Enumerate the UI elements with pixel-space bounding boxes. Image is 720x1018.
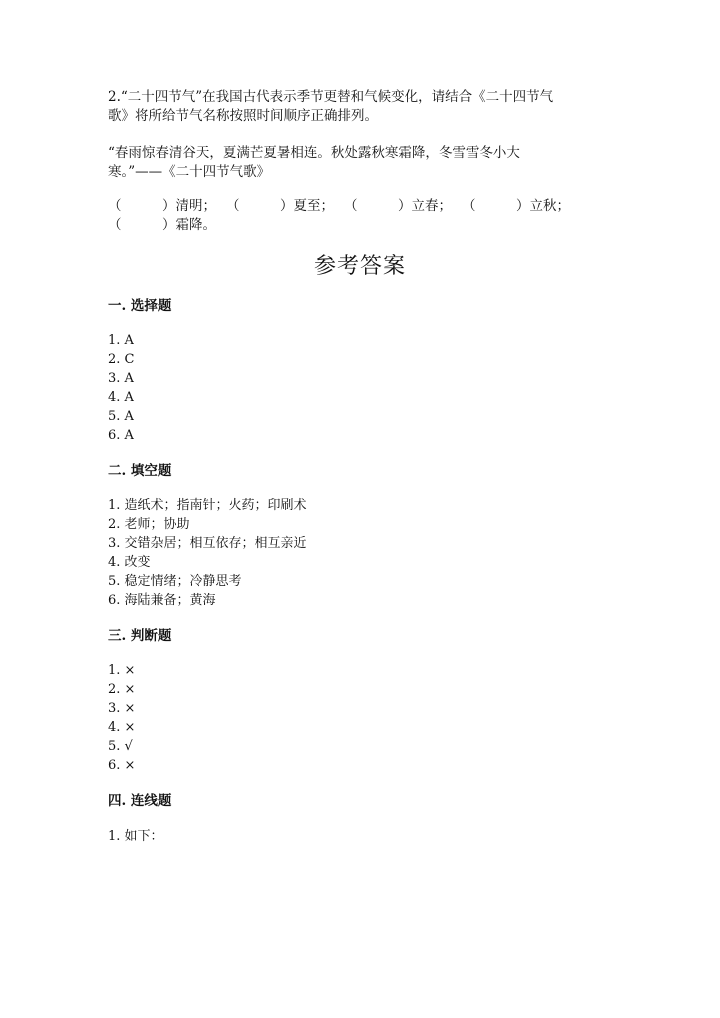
blank-clear-bright: （ ）清明；	[108, 198, 216, 214]
question-text-line-2: 歌》将所给节气名称按照时间顺序正确排列。	[108, 108, 378, 124]
question-text-line-1: 2.“二十四节气”在我国古代表示季节更替和气候变化，请结合《二十四节气	[108, 89, 554, 105]
answer-item: 1. 造纸术；指南针；火药；印刷术	[108, 498, 307, 513]
blank-start-of-autumn: （ ）立秋；	[462, 198, 570, 214]
answer-item: 5. 稳定情绪；冷静思考	[108, 574, 242, 589]
answer-title: 参考答案	[313, 254, 406, 279]
section-heading-judge: 三. 判断题	[108, 628, 172, 644]
answer-item: 2. ×	[108, 682, 136, 697]
section-heading-matching: 四. 连线题	[108, 793, 172, 809]
answer-item: 1. 如下：	[108, 829, 164, 844]
answer-item: 3. ×	[108, 701, 136, 716]
answer-item: 4. A	[108, 390, 134, 405]
answer-item: 4. ×	[108, 720, 136, 735]
answer-item: 5. √	[108, 739, 133, 754]
blank-summer-solstice: （ ）夏至；	[226, 198, 334, 214]
answer-item: 1. ×	[108, 663, 136, 678]
answer-item: 6. ×	[108, 758, 136, 773]
poem-line-2: 寒。”——《二十四节气歌》	[108, 164, 271, 180]
blank-start-of-spring: （ ）立春；	[344, 198, 452, 214]
answer-item: 2. C	[108, 352, 135, 367]
answer-item: 2. 老师；协助	[108, 517, 190, 532]
answer-item: 1. A	[108, 333, 134, 348]
section-heading-fill: 二. 填空题	[108, 463, 172, 479]
answer-item: 6. A	[108, 428, 134, 443]
answer-item: 4. 改变	[108, 555, 151, 570]
answer-item: 5. A	[108, 409, 134, 424]
blank-frost-descent: （ ）霜降。	[108, 217, 216, 233]
answer-item: 6. 海陆兼备；黄海	[108, 593, 216, 608]
section-heading-choice: 一. 选择题	[108, 298, 172, 314]
answer-item: 3. 交错杂居；相互依存；相互亲近	[108, 536, 307, 551]
answer-item: 3. A	[108, 371, 134, 386]
poem-line-1: “春雨惊春清谷天，夏满芒夏暑相连。秋处露秋寒霜降，冬雪雪冬小大	[108, 145, 520, 161]
